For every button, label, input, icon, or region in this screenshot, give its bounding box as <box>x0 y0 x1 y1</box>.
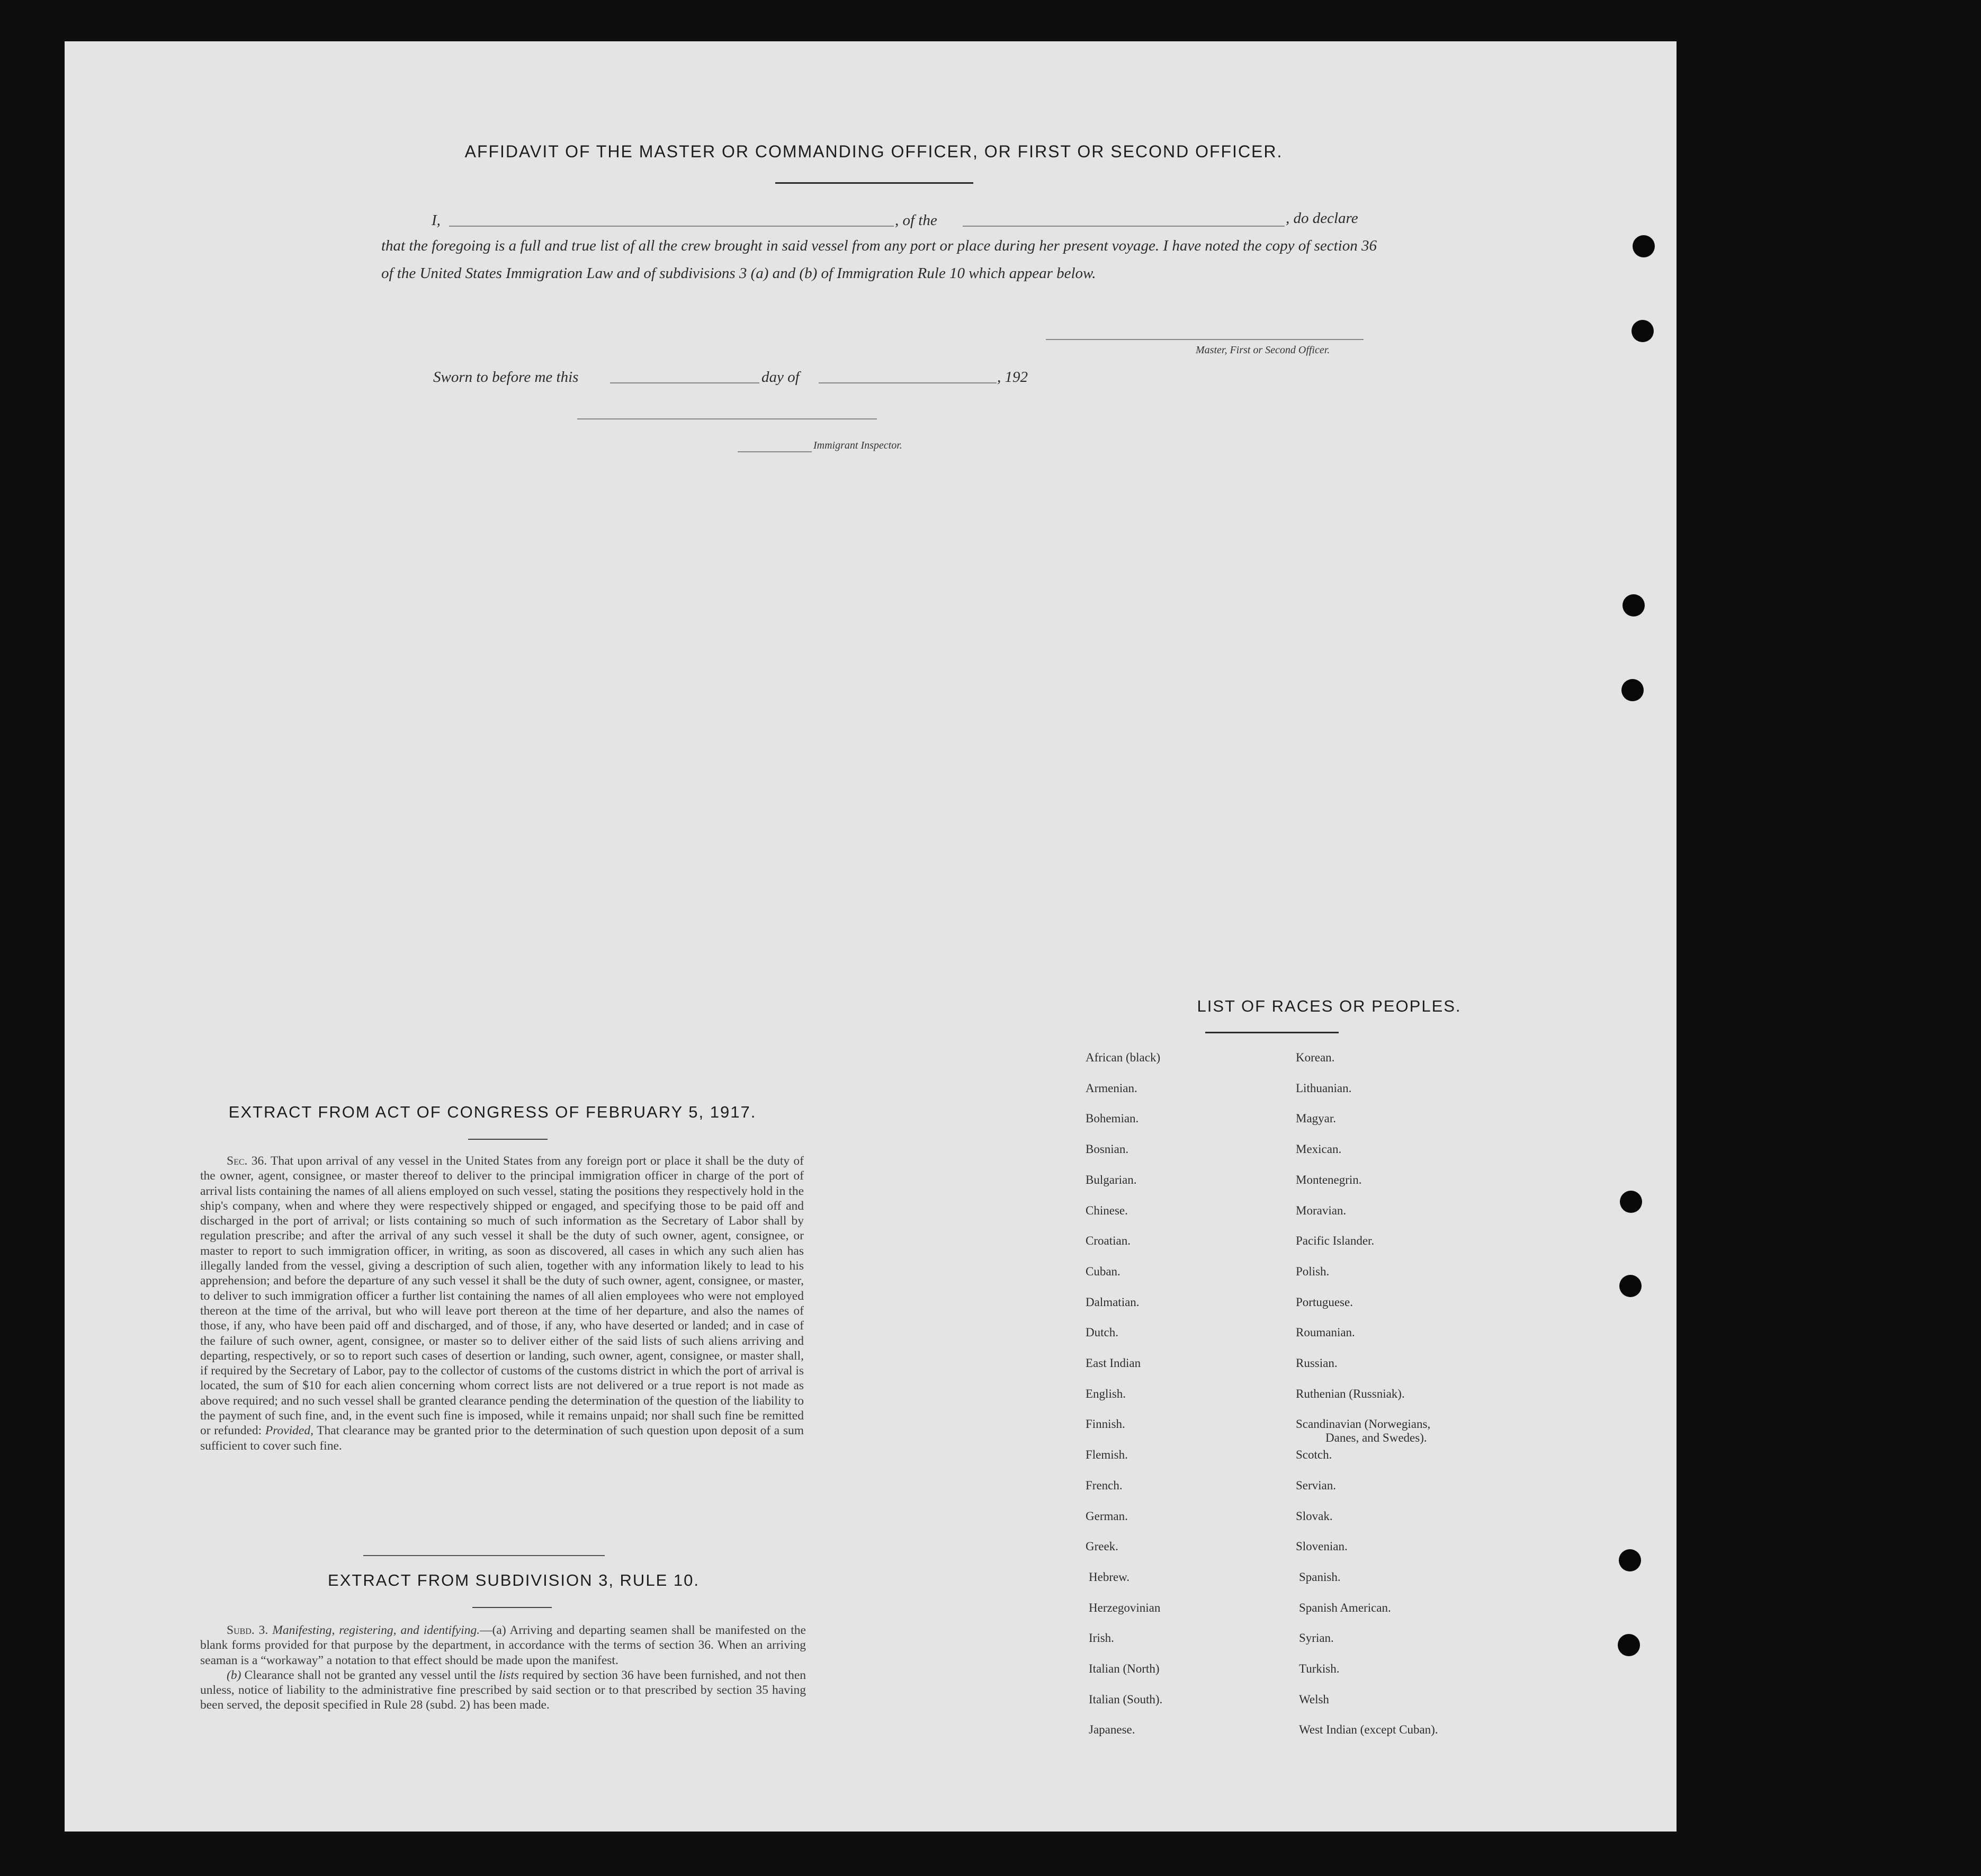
binder-hole <box>1633 235 1655 257</box>
declarant-name-line[interactable] <box>449 226 894 227</box>
title-underline <box>775 182 973 184</box>
race-item: Italian (North) <box>1089 1662 1160 1675</box>
sworn-month-line[interactable] <box>819 382 997 383</box>
race-item: Mexican. <box>1296 1142 1342 1156</box>
binder-hole <box>1632 320 1654 342</box>
inspector-label: Immigrant Inspector. <box>813 440 902 451</box>
races-title: LIST OF RACES OR PEOPLES. <box>1197 997 1462 1015</box>
rule-extract-title: EXTRACT FROM SUBDIVISION 3, RULE 10. <box>328 1571 700 1589</box>
para-b-lists: lists <box>499 1668 519 1682</box>
race-item: Hebrew. <box>1089 1570 1130 1584</box>
para-b-text-1: Clearance shall not be granted any vessel until the <box>244 1668 496 1682</box>
rule-title-underline <box>472 1607 552 1608</box>
race-item: Dalmatian. <box>1086 1296 1140 1309</box>
subd-heading: Manifesting, registering, and identifying. <box>272 1623 480 1637</box>
race-item: Cuban. <box>1086 1265 1121 1278</box>
race-item: Lithuanian. <box>1296 1082 1352 1095</box>
race-item: Flemish. <box>1086 1448 1128 1461</box>
race-item: Greek. <box>1086 1540 1118 1553</box>
race-item: Italian (South). <box>1089 1693 1163 1706</box>
race-item: Montenegrin. <box>1296 1173 1362 1186</box>
officer-signature-label: Master, First or Second Officer. <box>1196 344 1330 356</box>
sworn-prefix: Sworn to before me this <box>433 369 579 386</box>
para-a-text: Arriving and departing seamen shall be manifested on the blank forms provided for that purpose by the department, in accordance with the terms of section 36. When an arriving seaman is a “workaway” a notation to that effect should be made upon the manifest. <box>200 1623 806 1667</box>
binder-hole <box>1620 1191 1642 1213</box>
declare-label: , do declare <box>1286 210 1358 227</box>
race-item: Spanish American. <box>1299 1601 1391 1614</box>
race-item: Pacific Islander. <box>1296 1234 1375 1247</box>
race-item: East Indian <box>1086 1356 1141 1370</box>
section-36-text <box>200 1154 804 1453</box>
race-item: Welsh <box>1299 1693 1329 1706</box>
binder-hole <box>1618 1634 1640 1656</box>
race-item: Scotch. <box>1296 1448 1332 1461</box>
extract-divider <box>363 1555 605 1556</box>
race-item: Portuguese. <box>1296 1296 1353 1309</box>
vessel-name-line[interactable] <box>963 226 1285 227</box>
act-extract-title: EXTRACT FROM ACT OF CONGRESS OF FEBRUARY 5, 1917. <box>228 1103 757 1121</box>
binder-hole <box>1619 1275 1642 1297</box>
race-item: Polish. <box>1296 1265 1330 1278</box>
race-item: Magyar. <box>1296 1112 1337 1125</box>
race-item: Russian. <box>1296 1356 1338 1370</box>
declarant-label: I, <box>432 212 441 229</box>
race-item: Dutch. <box>1086 1326 1118 1339</box>
of-the-label: , of the <box>895 212 937 229</box>
inspector-signature-line[interactable] <box>577 418 877 419</box>
binder-hole <box>1621 679 1644 701</box>
race-item: Bohemian. <box>1086 1112 1139 1125</box>
section-36-body: That upon arrival of any vessel in the United States from any foreign port or place it shall be the duty of the owner, agent, consignee, or master thereof to deliver to the principal immigration officer in charge of the port of arrival lists containing the names of all aliens employed on such vessel, stating the positions they respectively hold in the ship's company, when and where they were respectively shipped or engaged, and specifying those to be paid off and discharged in the port of arrival; or lists containing so much of such information as the Secretary of Labor shall by regulation prescribe; and after the arrival of any such vessel it shall be the duty of such owner, agent, consignee, or master to report to such immigration officer, in writing, as soon as discovered, all cases in which any such alien has illegally landed from the vessel, giving a description of such alien, together with any information likely to lead to his apprehension; and before the departure of any such vessel it shall be the duty of such owner, agent, consignee, or master, to deliver to such immigration officer a further list containing the names of all alien employees who were not employed thereon at the time of the arrival, but who will leave port thereon at the time of her departure, and also the names of those, if any, who have been paid off and discharged, and of those, if any, who have deserted or landed; and in case of the failure of such owner, agent, consignee, or master so to deliver either of the said lists of such aliens arriving and departing, respectively, or so to report such cases of desertion or landing, such owner, agent, consignee, or master shall, if required by the Secretary of Labor, pay to the collector of customs of the customs district in which the port of arrival is located, the sum of $10 for each alien concerning whom correct lists are not delivered or a true report is not made as above required; and no such vessel shall be granted clearance pending the determination of the question of the liability to the payment of such fine, and, in the event such fine is imposed, while it remains unpaid; nor shall such fine be remitted or refunded: <box>200 1154 804 1438</box>
race-item: English. <box>1086 1387 1126 1400</box>
race-item: Ruthenian (Russniak). <box>1296 1387 1405 1400</box>
para-a-label: —(a) <box>480 1623 506 1637</box>
form-page <box>65 41 1677 1832</box>
act-title-underline <box>468 1139 548 1140</box>
section-label: Sec. 36. <box>227 1154 267 1168</box>
rule-10-text <box>200 1623 806 1713</box>
race-item: Slovenian. <box>1296 1540 1348 1553</box>
race-item: Herzegovinian <box>1089 1601 1161 1614</box>
para-b-text-2: required by section 36 have been furnished, and not then unless, notice of liability to the administrative fine prescribed by said section or to that prescribed by section 35 having been served, the deposit specified in Rule 28 (subd. 2) has been made. <box>200 1668 806 1712</box>
provided-word: Provided, <box>265 1424 313 1438</box>
race-item: Turkish. <box>1299 1662 1340 1675</box>
race-item: Moravian. <box>1296 1204 1347 1217</box>
binder-hole <box>1619 1549 1641 1571</box>
declaration-text: that the foregoing is a full and true list of all the crew brought in said vessel from any port or place during her present voyage. I have noted the copy of section 36 of the United States Immigration Law and of subdivisions 3 (a) and (b) of Immigration Rule 10 which appear below. <box>381 237 1377 282</box>
race-item: Japanese. <box>1089 1723 1135 1736</box>
race-item: Armenian. <box>1086 1082 1137 1095</box>
race-item: West Indian (except Cuban). <box>1299 1723 1438 1736</box>
race-item: Croatian. <box>1086 1234 1131 1247</box>
race-item: African (black) <box>1086 1051 1161 1064</box>
races-title-underline <box>1205 1032 1339 1033</box>
race-item: Slovak. <box>1296 1509 1333 1523</box>
section-36-ending: That clearance may be granted prior to the determination of such question upon deposit of a sum sufficient to cover such fine. <box>200 1424 804 1453</box>
sworn-day-label: day of <box>761 369 800 386</box>
affidavit-title: AFFIDAVIT OF THE MASTER OR COMMANDING OFFICER, OR FIRST OR SECOND OFFICER. <box>464 142 1283 161</box>
race-item: Spanish. <box>1299 1570 1341 1584</box>
race-item: Roumanian. <box>1296 1326 1355 1339</box>
race-item-continuation: Danes, and Swedes). <box>1325 1431 1427 1444</box>
inspector-lead-line <box>738 451 812 452</box>
race-item: Bosnian. <box>1086 1142 1129 1156</box>
race-item: Syrian. <box>1299 1631 1334 1645</box>
race-item: Irish. <box>1089 1631 1114 1645</box>
race-item: Servian. <box>1296 1479 1337 1492</box>
binder-hole <box>1623 594 1645 617</box>
race-item: Korean. <box>1296 1051 1335 1064</box>
sworn-year-label: , 192 <box>997 369 1028 386</box>
race-item: Scandinavian (Norwegians, <box>1296 1417 1431 1431</box>
race-item: Finnish. <box>1086 1417 1125 1431</box>
officer-signature-line[interactable] <box>1046 339 1364 340</box>
race-item: Bulgarian. <box>1086 1173 1137 1186</box>
race-item: French. <box>1086 1479 1123 1492</box>
para-b-label: (b) <box>227 1668 241 1682</box>
sworn-day-line[interactable] <box>610 382 759 383</box>
race-item: German. <box>1086 1509 1128 1523</box>
race-item: Chinese. <box>1086 1204 1128 1217</box>
subd-label: Subd. 3. <box>227 1623 268 1637</box>
